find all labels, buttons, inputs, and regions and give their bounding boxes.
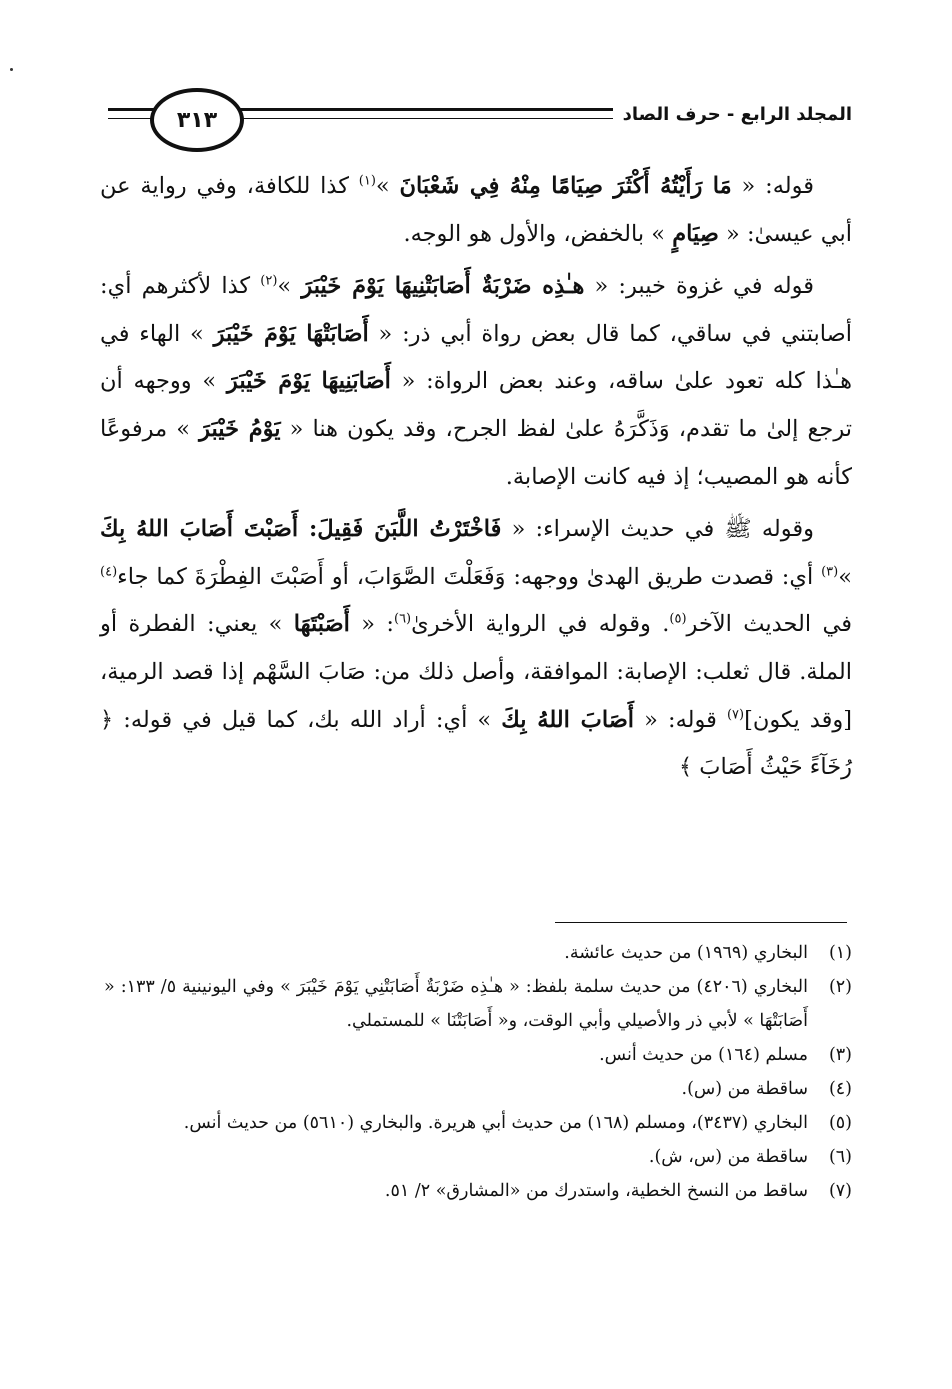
- footnote-text: البخاري (٣٤٣٧)، ومسلم (١٦٨) من حديث أبي هريرة. والبخاري (٥٦١٠) من حديث أنس.: [183, 1113, 808, 1133]
- footnote: [104, 1072, 852, 1106]
- paragraph: [100, 263, 852, 501]
- footnote-ref: (٣): [821, 564, 839, 580]
- text-run: » أي: أراد الله بك، كما قيل في قوله: ﴿ رُخَآءً حَيْثُ أَصَابَ ﴾: [100, 706, 852, 781]
- text-run: قوله: «: [731, 173, 814, 199]
- quotation: هـٰذِه ضَرْبَةٌ أَصَابَتْنِيهَا يَوْمَ خَيْبَرَ: [301, 273, 585, 300]
- text-run: كذا للكافة، وفي رواية عن أبي عيسىٰ: «: [100, 173, 852, 247]
- quotation: أَصَابَ اللهُ بِكَ: [501, 706, 635, 733]
- footnote: [104, 1038, 852, 1072]
- footnote-text: البخاري (٤٢٠٦) من حديث سلمة بلفظ: « هـٰذِه ضَرْبَةٌ أَصَابَتْنِي يَوْمَ خَيْبَرَ » وفي اليونينية ٥/ ١٣٣: « أَصَابَتْهَا » لأبي ذر والأصيلي وأبي الوقت، و« أَصَابَتْنَا » للمستملي.: [104, 977, 808, 1031]
- footnote-text: البخاري (١٩٦٩) من حديث عائشة.: [564, 943, 808, 963]
- text-run: » الهاء في هـٰذا كله تعود علىٰ ساقه، وعند بعض الرواة: «: [100, 320, 852, 395]
- footnote-number: (٦): [828, 1147, 852, 1167]
- text-run: » ووجهه أن ترجع إلىٰ ما تقدم، وَذَكَّرَهُ علىٰ لفظ الجرح، وقد يكون هنا «: [100, 368, 852, 442]
- footnote-number: (٢): [828, 977, 852, 997]
- footnote-number: (٧): [828, 1181, 852, 1201]
- header-rule-left: [108, 108, 156, 111]
- text-run: قوله في غزوة خيبر: «: [584, 273, 815, 300]
- footnote-ref: (٦): [393, 611, 412, 627]
- footnote: [104, 1140, 852, 1174]
- footnotes: [104, 936, 852, 1208]
- quotation: أَصَابَنِيهَا يَوْمَ خَيْبَرَ: [226, 368, 391, 395]
- header-title: المجلد الرابع - حرف الصاد: [613, 104, 852, 125]
- footnote: [104, 1174, 852, 1208]
- footnote-ref: (١): [358, 173, 376, 189]
- quotation: صِيَامٍ: [672, 220, 719, 247]
- paragraph: [100, 506, 852, 792]
- header-rule-left-thin: [108, 118, 156, 119]
- footnote: [104, 1106, 852, 1140]
- footnote-separator: [555, 922, 847, 923]
- text-run: وقوله ﷺ في حديث الإسراء: «: [501, 516, 814, 543]
- footnote-ref: (٢): [260, 273, 278, 289]
- quotation: فَاخْتَرْتُ اللَّبَنَ فَقِيلَ: أَصَبْتَ أَصَابَ اللهُ بِكَ: [100, 516, 502, 543]
- text-run: في الحديث الآخر: [686, 611, 852, 638]
- footnote-ref: (٥): [669, 611, 687, 627]
- footnote-number: (٣): [828, 1045, 852, 1065]
- quotation: مَا رَأَيْتُهُ أَكْثَرَ صِيَامًا مِنْهُ فِي شَعْبَانَ: [399, 173, 732, 199]
- text-run: » مرفوعًا كأنه هو المصيب؛ إذ فيه كانت الإصابة.: [100, 415, 852, 490]
- text-run: . وقوله في الرواية الأخرىٰ: [411, 611, 670, 638]
- footnote-text: ساقط من النسخ الخطية، واستدرك من «المشارق» ٢/ ٥١.: [384, 1181, 808, 1201]
- footnote-ref: (٤): [100, 564, 118, 580]
- quotation: أَصَبْتَهَا: [293, 611, 350, 638]
- main-text: [100, 163, 852, 792]
- quotation: أَصَابَتْهَا يَوْمَ خَيْبَرَ: [213, 320, 369, 347]
- text-run: قوله: «: [634, 706, 727, 733]
- text-run: »: [375, 173, 400, 199]
- text-run: أي: قصدت طريق الهدىٰ ووجهه: وَفَعَلْتَ الصَّوَابَ، أو أَصَبْتَ الفِطْرَةَ كما جاء: [117, 563, 822, 590]
- text-run: كذا لأكثرهم أي: أصابتني في ساقي، كما قال بعض رواة أبي ذر: «: [100, 273, 852, 347]
- quotation: يَوْمُ خَيْبَرَ: [199, 415, 281, 442]
- footnote: [104, 970, 852, 1038]
- footnote-number: (١): [828, 943, 852, 963]
- footnote-text: مسلم (١٦٤) من حديث أنس.: [599, 1045, 808, 1065]
- text-run: »: [838, 563, 852, 590]
- footnote-number: (٤): [828, 1079, 852, 1099]
- page-number: ٣١٣: [176, 107, 218, 133]
- running-header: [108, 88, 852, 148]
- footnote-number: (٥): [828, 1113, 852, 1133]
- footnote-text: ساقطة من (س).: [681, 1079, 808, 1099]
- text-run: »: [277, 273, 302, 300]
- scan-speck: [10, 68, 13, 71]
- text-run: : «: [349, 611, 394, 638]
- footnote: [104, 936, 852, 970]
- text-run: » بالخفض، والأول هو الوجه.: [403, 220, 673, 247]
- text-run: » يعني: الفطرة أو الملة. قال ثعلب: الإصابة: الموافقة، وأصل ذلك من: صَابَ السَّهْم إذا قصد الرمية، [وقد يكون]: [100, 611, 853, 733]
- footnote-ref: (٧): [726, 707, 745, 723]
- page-number-oval: [150, 88, 244, 152]
- paragraph: [100, 163, 852, 258]
- footnote-text: ساقطة من (س، ش).: [648, 1147, 808, 1167]
